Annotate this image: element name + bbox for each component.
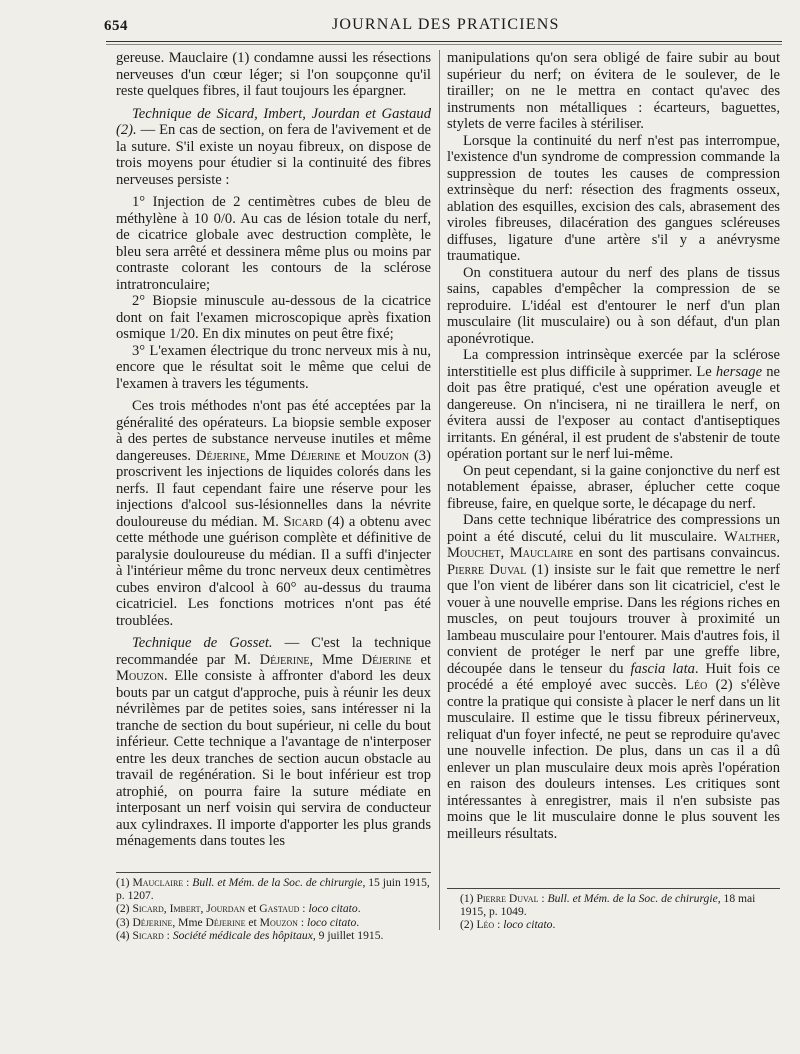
paragraph-text: On constituera autour du nerf des plans de tissus sains, capables d'empêcher la compression de se reproduire. L'idéal est d'entourer le nerf d'un plan musculaire (lit musculaire) ou à son défaut, d'un plan aponévrotique.	[447, 264, 780, 347]
paragraph-text: (2) s'élève contre la pratique qui consiste à placer le nerf dans un lit musculaire. Il estime que le tissu fibreux périnerveux, reliquat d'un foyer infecté, ne peut se reproduire qu'avec une nouvelle infection. De plus, dans un cas il a dû enlever un plan musculaire deux mois après l'opération en raison des douleurs intenses. Les critiques sont intéressantes à enregistrer, mais il n'en subsiste pas moins que le lit musculaire donne le plus souvent les meilleurs résultats.	[447, 677, 780, 842]
left-column	[116, 50, 431, 850]
running-title: JOURNAL DES PRATICIENS	[332, 16, 560, 33]
footnote	[460, 918, 780, 931]
footnote-separator: :	[494, 918, 504, 932]
author-name: Walther, Mouchet, Mauclaire	[447, 528, 780, 561]
author-name: Déjerine	[290, 447, 341, 464]
paragraph	[447, 50, 780, 133]
section-title: Technique de Sicard, Imbert, Jourdan et Gastaud (2).	[116, 105, 431, 138]
paragraph	[116, 106, 431, 189]
paragraph-text: 2° Biopsie minuscule au-dessous de la cicatrice dont on fait l'examen microscopique après fixation osmique 1/20. En dix minutes on peut être fixé;	[116, 293, 431, 342]
paragraph-text: et	[345, 447, 356, 464]
paragraph-text: 1° Injection de 2 centimètres cubes de bleu de méthylène à 10 0/0. Au cas de lésion totale du nerf, de cicatrice globale avec destruction complète, le bleu sera arrêté et dessinera même plus ou moins par contraste colorant les contours de la sclérose intratronculaire;	[116, 194, 431, 293]
paragraph-text: ne doit pas être pratiqué, c'est une opération aveugle et dangereuse. On n'incisera, ni ne tiraillera le nerf, on évitera aussi de l'exposer au contact d'antiseptiques irritants. En général, il est prudent de s'abstenir de toute opération portant sur le nerf lui-même.	[447, 363, 780, 462]
author-name: Déjerine	[361, 651, 412, 668]
paragraph	[116, 635, 431, 850]
author-name: Léo	[685, 677, 708, 693]
footnote-author: Sicard	[132, 928, 164, 942]
paragraph-text: 3° L'examen électrique du tronc nerveux mis à nu, encore que le résultat soit le même que celui de l'examen à travers les téguments.	[116, 342, 431, 392]
paragraph-text: — En cas de section, on fera de l'avivement et de la suture. S'il existe un noyau fibreux, on dispose de trois moyens pour étudier si la continuité des fibres nerveuses persiste :	[116, 122, 431, 188]
footnote-author: Sicard, Imbert, Jourdan	[132, 902, 246, 916]
emphasis-term: fascia lata	[630, 660, 695, 677]
author-name: Déjerine	[259, 651, 310, 668]
paragraph-text: . Huit fois ce procédé a été employé avec succès.	[447, 660, 780, 693]
paragraph	[116, 398, 431, 629]
footnote-number: (2)	[460, 918, 474, 932]
footnote-detail: .	[357, 902, 361, 916]
footnote-source: Bull. et Mém. de la Soc. de chirurgie	[547, 892, 718, 905]
footnote	[116, 929, 434, 942]
section-title: Technique de Gosset.	[132, 635, 273, 651]
footnote-separator: :	[183, 876, 193, 889]
paragraph	[447, 463, 780, 513]
paragraph	[447, 265, 780, 348]
paragraph-text: et	[420, 651, 432, 668]
footnote-number: (3)	[116, 915, 130, 929]
footnote-author: Déjerine	[132, 915, 173, 929]
paragraph-text: . Elle consiste à affronter d'abord les deux bouts par un catgut d'approche, puis à réunir les deux névrilèmes par de petites soies, sans intéresser ni la tranche de section du bout supérieur, ni celle du bout inférieur. Cette technique a l'avantage de n'interposer entre les deux tranches de section aucun obstacle au travail de regénération. Si le bout inférieur est trop atrophié, on pourra faire la suture médiate en interposant un nerf voisin qui servira de conducteur aux cylindraxes. Il importe d'apporter les plus grands ménagements dans toutes les	[116, 668, 431, 849]
footnote	[460, 892, 780, 918]
footnote-number: (1)	[460, 892, 474, 905]
paragraph-text: , Mme	[309, 651, 353, 668]
paragraph-text: manipulations qu'on sera obligé de faire subir au bout supérieur du nerf; on évitera de le soulever, de le tirailler; on ne le mettra en contact qu'avec des instruments non métalliques : écarteurs, baguettes, stylets de verre faciles à stériliser.	[447, 50, 780, 132]
footnote-source: Bull. et Mém. de la Soc. de chirurgie	[192, 876, 363, 889]
footnote-author: Déjerine	[205, 915, 246, 929]
author-name: Sicard	[283, 513, 323, 530]
paragraph-text: , Mme	[245, 447, 286, 464]
paragraph-text: en sont des partisans convaincus.	[578, 545, 780, 561]
author-name: Mouzon	[116, 668, 164, 684]
author-name: Déjerine	[195, 447, 246, 464]
footnote-author: Pierre Duval	[476, 892, 539, 905]
footnote-separator: :	[297, 915, 307, 929]
paragraph	[447, 512, 780, 842]
paragraph-text: (1) insiste sur le fait que remettre le nerf que l'on vient de libérer dans son lit cicatriciel, c'est le vouer à une nouvelle emprise. Dans les régions riches en muscles, on peut toujours trouver à proximité un lambeau musculaire pour l'entourer. Mais d'autres fois, il convient de protéger le nerf par une greffe libre, découpée dans le tenseur du	[447, 561, 780, 677]
footnote-number: (4)	[116, 928, 130, 942]
paragraph	[116, 194, 431, 293]
footnote-author: Mouzon	[259, 915, 298, 929]
header-rule-secondary	[106, 44, 782, 45]
paragraph-text: gereuse. Mauclaire (1) condamne aussi les résections nerveuses d'un cœur léger; si l'on soupçonne qu'il reste quelques fibres, il faut toujours les épargner.	[116, 50, 431, 99]
footnote-separator: :	[538, 892, 548, 905]
footnote	[116, 902, 434, 915]
page-number: 654	[104, 18, 128, 34]
paragraph	[116, 343, 431, 393]
footnote-author: Léo	[476, 918, 495, 932]
footnote-separator: et	[245, 902, 260, 916]
footnote-separator: , Mme	[172, 915, 206, 929]
paragraph	[116, 50, 431, 100]
page-header	[104, 14, 784, 42]
footnote-number: (2)	[116, 902, 130, 916]
paragraph-text: (3) proscrivent les injections de liquides colorés dans les nerfs. Il faut cependant faire une réserve pour les injections d'alcool sus-lésionnelles dans la névrite douloureuse du médian. M.	[116, 447, 431, 530]
paragraph	[447, 347, 780, 463]
right-column	[447, 50, 780, 842]
footnotes-left	[116, 876, 434, 942]
header-rule	[106, 41, 782, 42]
footnotes-right	[460, 892, 780, 932]
footnote-detail: .	[552, 918, 556, 932]
footnote-source: loco citato	[307, 915, 357, 929]
column-divider	[439, 50, 440, 930]
author-name: Pierre Duval	[447, 561, 527, 578]
emphasis-term: hersage	[715, 363, 763, 380]
paragraph-text: Dans cette technique libératrice des compressions un point a été discuté, celui du lit musculaire.	[447, 512, 780, 545]
paragraph-text: — C'est la technique recommandée par M.	[116, 635, 431, 668]
footnote-detail: .	[356, 915, 360, 929]
footnote-source: loco citato	[308, 902, 358, 916]
footnote	[116, 916, 434, 929]
paragraph	[447, 133, 780, 265]
footnote-number: (1)	[116, 876, 130, 889]
paragraph-text: On peut cependant, si la gaine conjonctive du nerf est notablement épaisse, abraser, éplucher cette coque fibreuse, faire, en quelque sorte, le décapage du nerf.	[447, 462, 780, 512]
footnote-separator: :	[163, 928, 173, 942]
paragraph-text: La compression intrinsèque exercée par la sclérose interstitielle est plus difficile à supprimer. Le	[447, 347, 780, 380]
footnote-rule	[116, 872, 431, 873]
footnote	[116, 876, 434, 902]
footnote-separator: et	[245, 915, 260, 929]
paragraph	[116, 293, 431, 343]
footnote-rule	[447, 888, 780, 889]
paragraph-text: Lorsque la continuité du nerf n'est pas interrompue, l'existence d'un syndrome de compression commande la suppression de toutes les causes de compression extrinsèque du nerf: résection des fragments osseux, ablation des esquilles, excision des cals, abrasement des viroles fibreuses, dilacération des gangues scléreuses diffuses, ligature d'une artère s'il y a anévrysme traumatique.	[447, 132, 780, 264]
paragraph-text: Ces trois méthodes n'ont pas été acceptées par la généralité des opérateurs. La biopsie semble exposer à des pertes de substance nerveuse inutiles et même dangereuses.	[116, 398, 431, 464]
footnote-separator: :	[299, 902, 309, 916]
footnote-detail: , 18 mai 1915, p. 1049.	[460, 892, 756, 919]
author-name: Mouzon	[360, 447, 409, 464]
footnote-detail: , 9 juillet 1915.	[312, 928, 384, 942]
footnote-detail: , 15 juin 1915, p. 1207.	[116, 876, 430, 903]
footnote-author: Mauclaire	[132, 876, 184, 889]
paragraph-text: (4) a obtenu avec cette méthode une guérison complète et définitive de paralysie douloureuse du médian. Il a suffi d'injecter à l'intérieur même du tronc nerveux deux centimètres cubes environ d'alcool à 60° au-dessus du trauma cicatriciel. Les fonctions motrices n'ont pas été troublées.	[116, 513, 432, 629]
footnote-author: Gastaud	[259, 902, 300, 916]
footnote-source: loco citato	[503, 918, 553, 932]
footnote-source: Société médicale des hôpitaux	[172, 928, 313, 942]
